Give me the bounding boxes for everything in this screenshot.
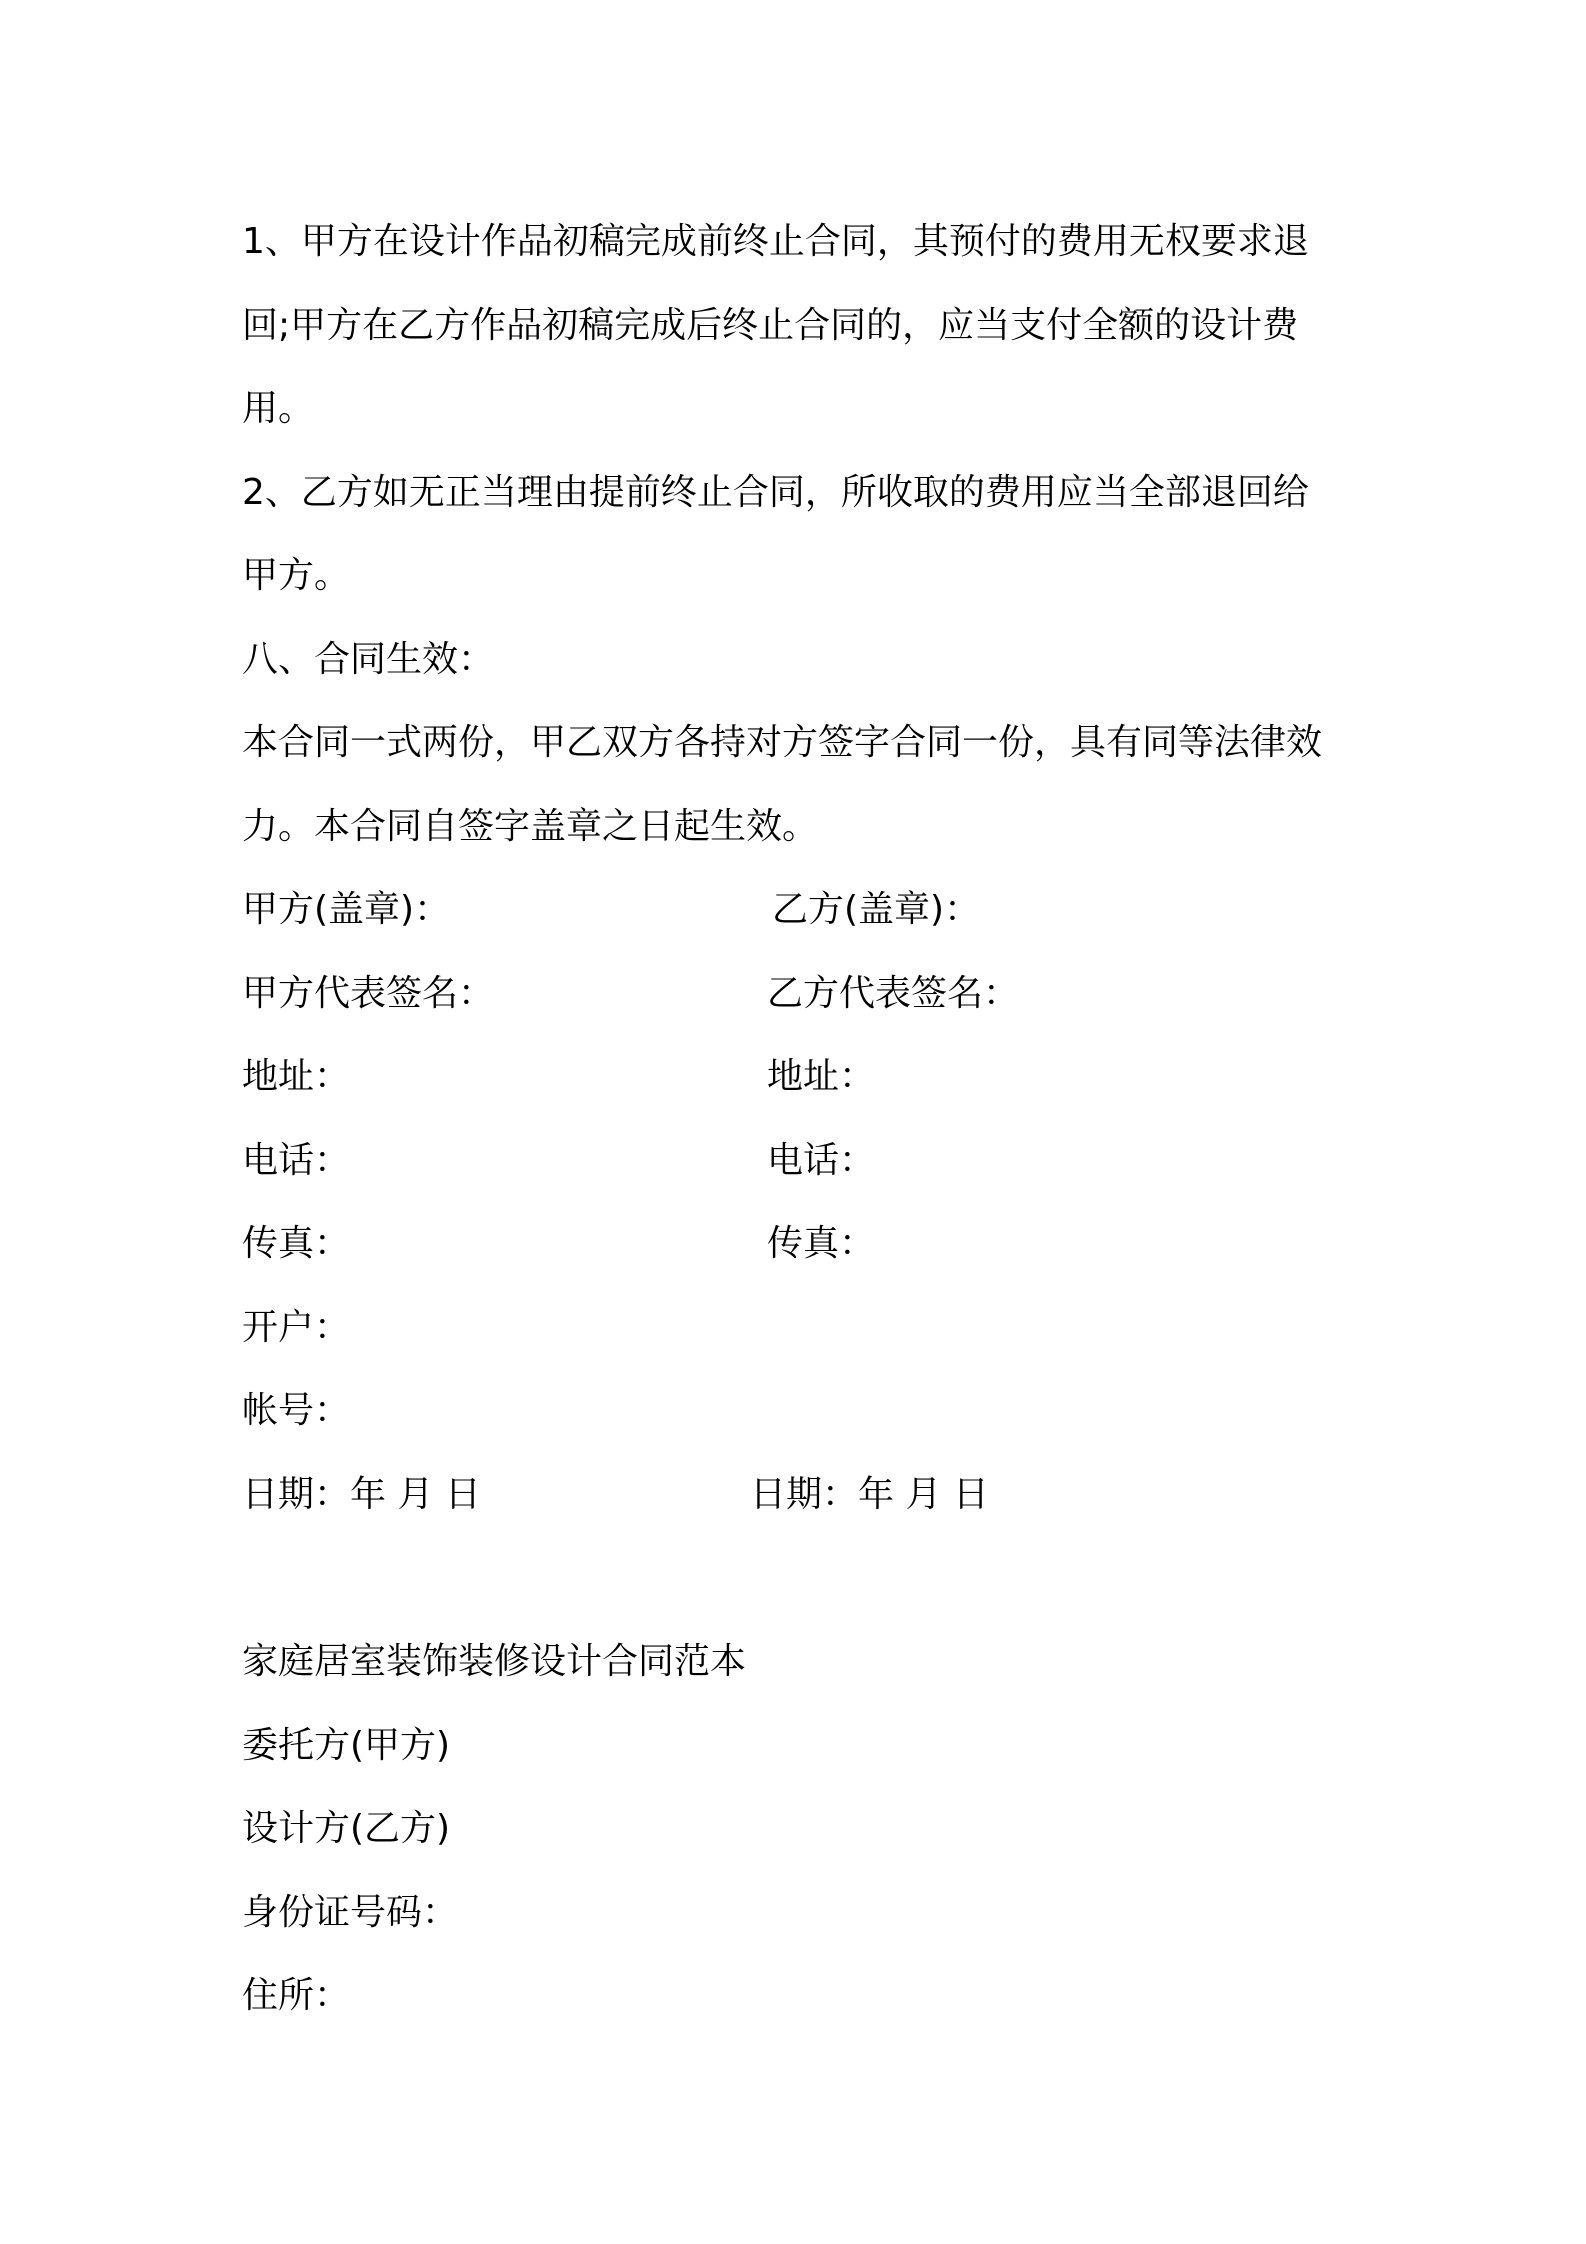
party-a-phone-label: 电话： (242, 1139, 351, 1181)
phone-row (242, 1119, 1362, 1203)
representative-row (242, 952, 1362, 1036)
clause-1-line-1: 1、甲方在设计作品初稿完成前终止合同，其预付的费用无权要求退 (242, 221, 1309, 262)
party-b-address-label: 地址： (767, 1056, 876, 1097)
fax-row (242, 1202, 1362, 1286)
section-heading-effect: 八、合同生效： (242, 638, 495, 680)
section-spacer (242, 1536, 1362, 1620)
document-content (242, 200, 1362, 2038)
party-b-representative-label: 乙方代表签名： (767, 972, 1020, 1014)
clause-1-line-3: 用。 (242, 388, 315, 429)
party-b-phone-label: 电话： (767, 1139, 876, 1181)
residence-label: 住所： (242, 1975, 351, 2016)
address-row (242, 1035, 1362, 1119)
client-party-label: 委托方(甲方) (242, 1724, 451, 1766)
next-contract-title: 家庭居室装饰装修设计合同范本 (242, 1641, 747, 1682)
designer-party-label: 设计方(乙方) (242, 1808, 451, 1849)
bank-label: 开户： (242, 1306, 351, 1348)
seal-row (242, 868, 1362, 952)
account-label: 帐号： (242, 1390, 351, 1431)
id-number-label: 身份证号码： (242, 1891, 459, 1933)
effect-body-line-1: 本合同一式两份，甲乙双方各持对方签字合同一份，具有同等法律效 (242, 722, 1323, 763)
party-a-date-label: 日期：年 月 日 (242, 1473, 481, 1515)
party-b-date-label: 日期：年 月 日 (750, 1473, 989, 1515)
party-a-address-label: 地址： (242, 1056, 351, 1097)
clause-2-line-2: 甲方。 (242, 555, 351, 596)
clause-1-line-2: 回;甲方在乙方作品初稿完成后终止合同的，应当支付全额的设计费 (242, 304, 1299, 346)
party-a-representative-label: 甲方代表签名： (242, 972, 495, 1014)
party-b-fax-label: 传真： (767, 1223, 876, 1264)
party-b-seal-label: 乙方(盖章)： (772, 889, 981, 930)
party-a-seal-label: 甲方(盖章)： (242, 889, 451, 930)
party-a-fax-label: 传真： (242, 1223, 351, 1264)
effect-body-line-2: 力。本合同自签字盖章之日起生效。 (242, 805, 819, 847)
clause-2-line-1: 2、乙方如无正当理由提前终止合同，所收取的费用应当全部退回给 (242, 471, 1309, 513)
date-row (242, 1453, 1362, 1537)
